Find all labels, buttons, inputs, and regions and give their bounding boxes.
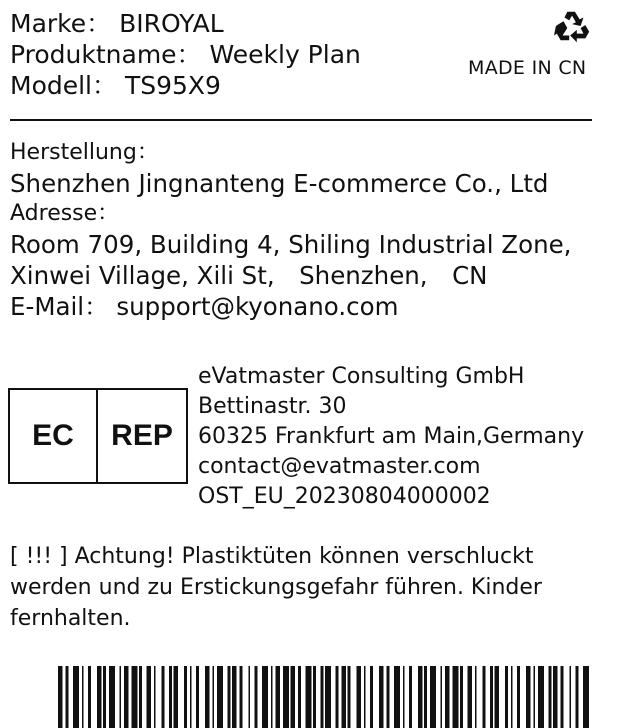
- barcode-bar: [109, 666, 115, 728]
- barcode-bar: [228, 666, 231, 728]
- rep-city: 60325 Frankfurt am Main,Germany: [198, 424, 585, 449]
- barcode-bar: [505, 666, 508, 728]
- barcode-bar: [441, 666, 443, 728]
- barcode-bar: [205, 666, 210, 728]
- barcode-bar: [490, 666, 493, 728]
- barcode-bar: [169, 666, 172, 728]
- barcode-bar: [232, 666, 237, 728]
- barcode-bar: [561, 666, 564, 728]
- barcode-bar: [213, 666, 215, 728]
- barcode-bar: [262, 666, 268, 728]
- barcode-bar: [430, 666, 436, 728]
- barcode-bar: [184, 666, 187, 728]
- barcode-bar: [298, 666, 301, 728]
- address-line-2: Xinwei Village, Xili St, Shenzhen, CN: [10, 261, 488, 290]
- rep-street: Bettinastr. 30: [198, 394, 347, 419]
- barcode-bar: [103, 666, 106, 728]
- barcode-bar: [364, 666, 366, 728]
- barcode-bar: [97, 666, 102, 728]
- barcode-bar: [403, 666, 405, 728]
- barcode-bar: [190, 666, 192, 728]
- barcode-bar: [306, 666, 312, 728]
- barcode-bar: [336, 666, 339, 728]
- barcode-bar: [325, 666, 331, 728]
- barcode-bar: [348, 666, 351, 728]
- barcode-bar: [291, 666, 296, 728]
- barcode-image: [0, 666, 623, 728]
- address-label: Adresse：: [10, 201, 120, 226]
- barcode-bar: [387, 666, 390, 728]
- barcode-bar: [139, 666, 142, 728]
- manufacturer-email: E-Mail： support@kyonano.com: [10, 292, 399, 321]
- barcode-bar: [342, 666, 347, 728]
- model-line: Modell： TS95X9: [10, 71, 221, 100]
- warning-line-1: [ !!! ] Achtung! Plastiktüten können verschluckt: [10, 544, 534, 569]
- barcode-bar: [370, 666, 373, 728]
- barcode-bar: [445, 666, 450, 728]
- barcode-bar: [174, 666, 179, 728]
- barcode-bar: [58, 666, 63, 728]
- barcode-bar: [409, 666, 412, 728]
- barcode-bar: [511, 666, 513, 728]
- manufacturer-name: Shenzhen Jingnanteng E-commerce Co., Ltd: [10, 169, 549, 198]
- barcode-bar: [321, 666, 324, 728]
- barcode-bar: [538, 666, 544, 728]
- barcode-bar: [255, 666, 258, 728]
- barcode-bar: [495, 666, 500, 728]
- barcode-bar: [276, 666, 281, 728]
- barcode-bar: [120, 666, 122, 728]
- manufacturer-label: Herstellung：: [10, 140, 159, 165]
- ec-label: EC: [10, 390, 98, 482]
- divider-line: [10, 119, 592, 121]
- barcode-bar: [418, 666, 423, 728]
- barcode-bar: [570, 666, 572, 728]
- barcode-bar: [162, 666, 165, 728]
- warning-line-2: werden und zu Erstickungsgefahr führen. Kinder: [10, 575, 542, 600]
- barcode-bar: [124, 666, 129, 728]
- rep-id: OST_EU_20230804000002: [198, 484, 491, 509]
- barcode-bar: [475, 666, 477, 728]
- barcode-bar: [196, 666, 199, 728]
- barcode-bar: [583, 666, 589, 728]
- barcode-bar: [460, 666, 463, 728]
- barcode-bar: [379, 666, 384, 728]
- rep-company: eVatmaster Consulting GmbH: [198, 364, 525, 389]
- made-in-label: MADE IN CN: [468, 57, 587, 79]
- brand-line: Marke： BIROYAL: [10, 9, 224, 38]
- product-name-line: Produktname： Weekly Plan: [10, 40, 361, 69]
- barcode-bar: [88, 666, 91, 728]
- product-info-block: [10, 8, 361, 101]
- barcode-bar: [424, 666, 427, 728]
- barcode-bar: [147, 666, 152, 728]
- barcode-bar: [132, 666, 138, 728]
- barcode-bar: [271, 666, 273, 728]
- barcode-bar: [73, 666, 79, 728]
- barcode-bar: [526, 666, 531, 728]
- warning-line-3: fernhalten.: [10, 606, 131, 631]
- rep-email: contact@evatmaster.com: [198, 454, 481, 479]
- ec-rep-details: [198, 362, 584, 512]
- barcode-bar: [483, 666, 486, 728]
- manufacturer-block: [10, 138, 571, 322]
- address-line-1: Room 709, Building 4, Shiling Industrial Zone,: [10, 230, 572, 259]
- barcode-bar: [553, 666, 558, 728]
- barcode-bar: [534, 666, 536, 728]
- barcode-bar: [249, 666, 251, 728]
- barcode-bar: [313, 666, 316, 728]
- barcode-bar: [82, 666, 84, 728]
- barcode-bar: [217, 666, 223, 728]
- ec-rep-symbol: [8, 388, 188, 484]
- barcode-bar: [240, 666, 243, 728]
- barcode-bar: [549, 666, 552, 728]
- barcode-bar: [468, 666, 473, 728]
- recycle-icon: [554, 8, 592, 46]
- barcode-bar: [283, 666, 289, 728]
- rep-label: REP: [111, 419, 173, 452]
- barcode-bar: [576, 666, 579, 728]
- barcode-bar: [453, 666, 459, 728]
- barcode-bar: [357, 666, 362, 728]
- barcode-bar: [154, 666, 156, 728]
- barcode-bar: [517, 666, 520, 728]
- warning-text: [10, 541, 542, 634]
- barcode-bar: [394, 666, 400, 728]
- barcode-bar: [66, 666, 69, 728]
